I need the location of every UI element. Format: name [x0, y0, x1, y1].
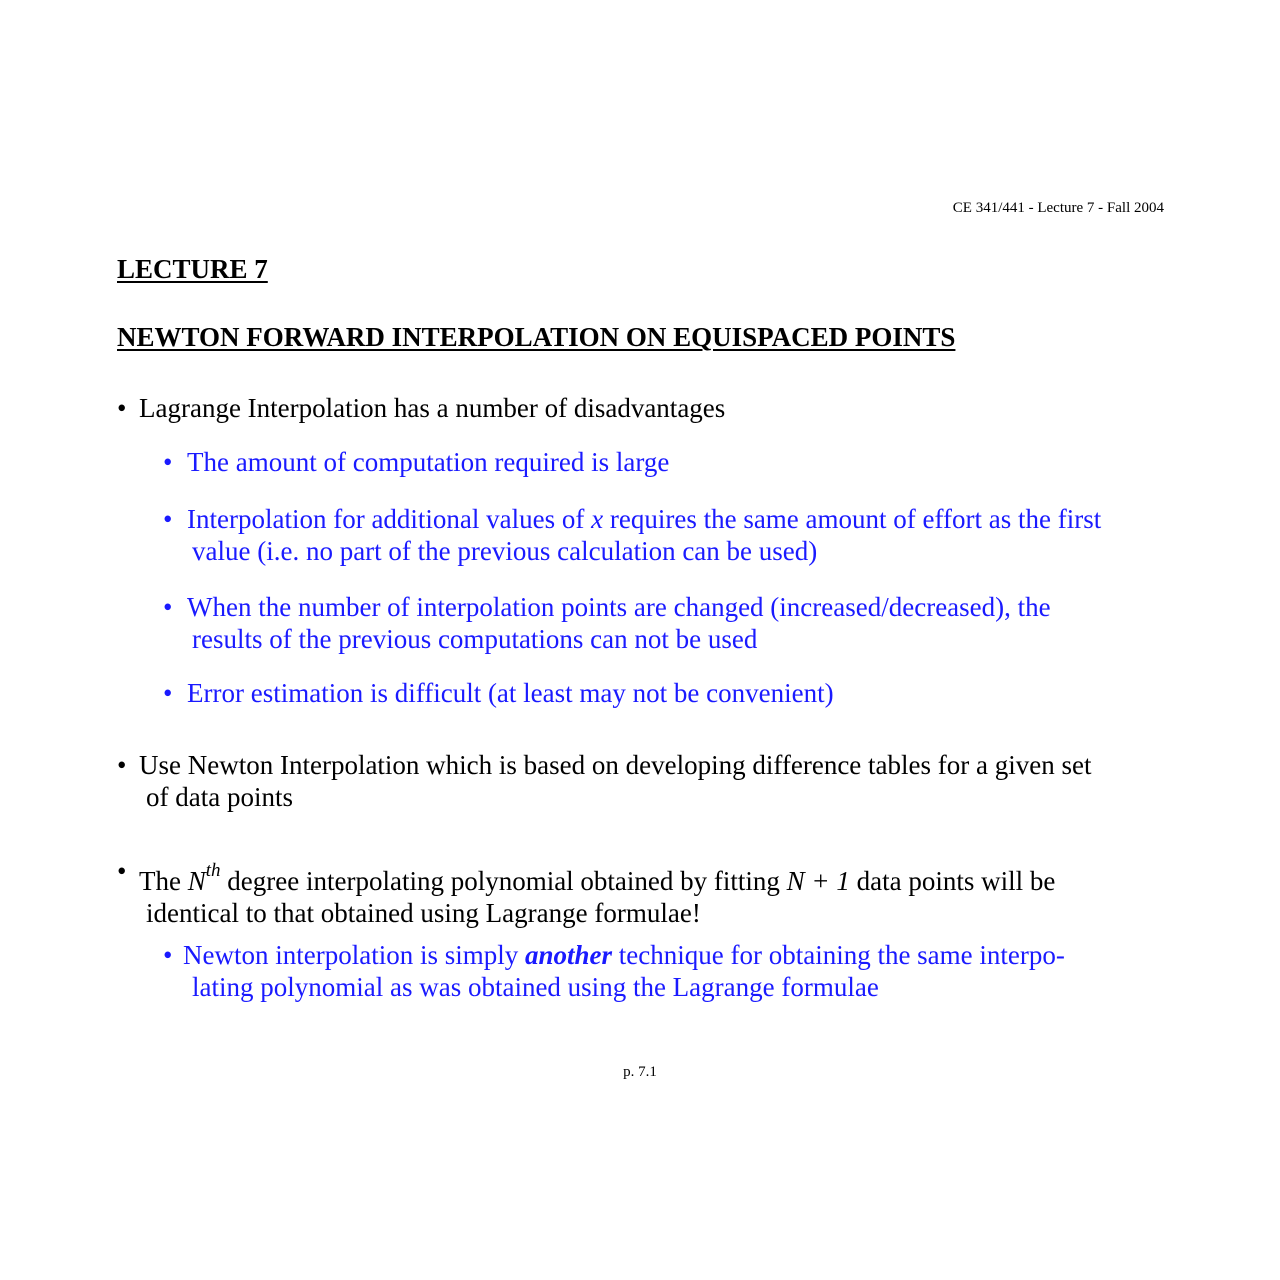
sub-bullet-computation	[163, 446, 1164, 478]
bullet-dot: •	[163, 592, 173, 622]
bullet-dot: •	[163, 940, 173, 970]
superscript-th: th	[205, 860, 221, 881]
text-segment: technique for obtaining the same interpo-	[612, 940, 1065, 970]
lecture-title: LECTURE 7	[117, 254, 268, 284]
bullet-text-line2: of data points	[146, 782, 293, 812]
sub-bullet-text-line1	[163, 939, 1164, 971]
text-segment: requires the same amount of effort as the first	[603, 504, 1102, 534]
bullet-dot: •	[163, 504, 173, 534]
bullet-text-line1	[117, 855, 1164, 897]
sub-bullet-text-line2: lating polynomial as was obtained using the Lagrange formulae	[192, 972, 879, 1002]
text-segment: Interpolation for additional values of	[187, 504, 592, 534]
emphasis-another: another	[524, 940, 613, 970]
text-segment: degree interpolating polynomial obtained by fitting	[220, 866, 787, 896]
bullet-text-line1: Use Newton Interpolation which is based on developing difference tables for a given set	[139, 750, 1092, 780]
text-segment: Newton interpolation is simply	[183, 940, 525, 970]
topic-title: NEWTON FORWARD INTERPOLATION ON EQUISPACED POINTS	[117, 322, 956, 352]
sub-bullet-text-line1	[163, 503, 1164, 535]
bullet-dot: •	[117, 393, 127, 423]
sub-bullet-error-estimation	[163, 677, 1164, 709]
bullet-newton-interpolation	[117, 749, 1164, 813]
variable-x: x	[591, 504, 604, 534]
sub-bullet-additional-values	[163, 503, 1164, 567]
bullet-dot: •	[163, 678, 173, 708]
text-segment: data points will be	[849, 866, 1056, 896]
expression-n-plus-1: N + 1	[786, 866, 850, 896]
bullet-text: Lagrange Interpolation has a number of disadvantages	[139, 393, 726, 423]
bullet-dot: •	[163, 447, 173, 477]
bullet-text-line2: identical to that obtained using Lagrange formulae!	[146, 898, 701, 928]
course-reference: CE 341/441 - Lecture 7 - Fall 2004	[952, 200, 1164, 216]
sub-bullet-text: The amount of computation required is large	[187, 447, 670, 477]
variable-n: N	[187, 866, 206, 896]
bullet-dot: •	[117, 750, 127, 780]
text-segment: The	[139, 866, 188, 896]
bullet-dot: •	[117, 856, 127, 886]
bullet-lagrange-disadvantages	[117, 392, 1164, 424]
sub-bullet-text-line1: When the number of interpolation points are changed (increased/decreased), the	[187, 592, 1051, 622]
sub-bullet-points-changed	[163, 591, 1164, 655]
page-number: p. 7.1	[623, 1064, 657, 1080]
sub-bullet-text-line2: value (i.e. no part of the previous calculation can be used)	[192, 536, 818, 566]
sub-bullet-text-line2: results of the previous computations can not be used	[192, 624, 758, 654]
sub-bullet-text: Error estimation is difficult (at least may not be convenient)	[187, 678, 834, 708]
bullet-nth-degree	[117, 855, 1164, 929]
sub-bullet-another-technique	[163, 939, 1164, 1003]
